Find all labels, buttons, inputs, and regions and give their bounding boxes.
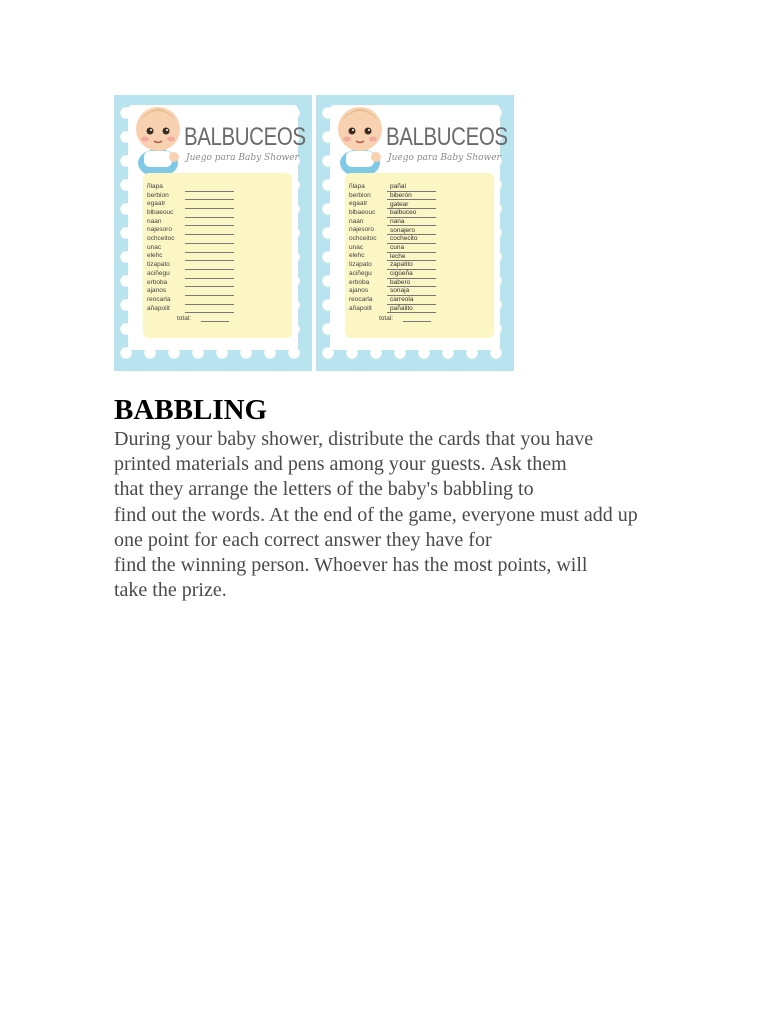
baby-illustration [332, 99, 388, 179]
word-row: berbion biberón [349, 192, 489, 201]
answer-game-card [316, 95, 514, 371]
scrambled-word-list [147, 183, 287, 322]
answer-text: nana [387, 219, 436, 227]
answer-text: cigüeña [387, 271, 436, 279]
word-row: blbaeouc [147, 209, 287, 218]
total-row: total: [177, 313, 287, 322]
word-row: tizapato [147, 261, 287, 270]
card-title: BALBUCEOS [386, 123, 508, 151]
word-row: añapoilt pañalito [349, 305, 489, 314]
word-row: najesoro [147, 226, 287, 235]
body-line: find out the words. At the end of the game, everyone must add up [114, 503, 638, 526]
article-body [114, 427, 714, 603]
answer-text: zapatito [387, 262, 436, 270]
word-row: reocarla carreola [349, 296, 489, 305]
blank-game-card [114, 95, 312, 371]
word-row: naan nana [349, 218, 489, 227]
word-row: egaatr [147, 200, 287, 209]
body-line: printed materials and pens among your guests. Ask them [114, 453, 567, 476]
word-row: añapoilt [147, 305, 287, 314]
word-row: erboba babero [349, 279, 489, 288]
word-row: ajanos sonaja [349, 287, 489, 296]
body-line: During your baby shower, distribute the cards that you have [114, 428, 594, 450]
answer-text: carreola [387, 297, 436, 305]
word-row: ñlapa [147, 183, 287, 192]
body-line: one point for each correct answer they have for [114, 528, 492, 551]
word-row: blbaeouc balbuceo [349, 209, 489, 218]
body-line: find the winning person. Whoever has the most points, will [114, 554, 588, 577]
card-title: BALBUCEOS [184, 123, 306, 151]
word-row: erboba [147, 279, 287, 288]
word-row: egaatr gatear [349, 200, 489, 209]
word-row: ñlapa pañal [349, 183, 489, 192]
answer-text: biberón [387, 193, 436, 201]
answer-text: cochecito [387, 236, 436, 244]
word-row: unac cuna [349, 244, 489, 253]
answer-text: sonaja [387, 288, 436, 296]
word-row: ochceitoc [147, 235, 287, 244]
body-line: take the prize. [114, 579, 227, 602]
word-row: unac [147, 244, 287, 253]
game-cards-image [114, 95, 515, 371]
answer-text: gatear [387, 202, 436, 210]
word-row: najesoro sonajero [349, 226, 489, 235]
word-row: ochceitoc cochecito [349, 235, 489, 244]
total-row: total: [379, 313, 489, 322]
word-row: naan [147, 218, 287, 227]
body-line: that they arrange the letters of the baby's babbling to [114, 478, 534, 501]
word-row: berbion [147, 192, 287, 201]
card-subtitle: Juego para Baby Shower [388, 153, 501, 163]
answer-text: cuna [387, 245, 436, 253]
article-heading: BABBLING [114, 394, 268, 426]
word-row: elehc leche [349, 253, 489, 262]
answer-text: sonajero [387, 228, 436, 236]
word-row: reocarla [147, 296, 287, 305]
word-row: ajanos [147, 287, 287, 296]
baby-illustration [130, 99, 186, 179]
answer-text: babero [387, 280, 436, 288]
answer-text: balbuceo [387, 210, 436, 218]
card-subtitle: Juego para Baby Shower [186, 153, 299, 163]
answer-text: leche [387, 254, 436, 262]
word-row: aciñegu [147, 270, 287, 279]
answer-text: pañal [387, 184, 436, 192]
word-row: aciñegu cigüeña [349, 270, 489, 279]
answer-word-list [349, 183, 489, 322]
word-row: elehc [147, 253, 287, 262]
answer-text: pañalito [387, 306, 436, 314]
word-row: tizapato zapatito [349, 261, 489, 270]
